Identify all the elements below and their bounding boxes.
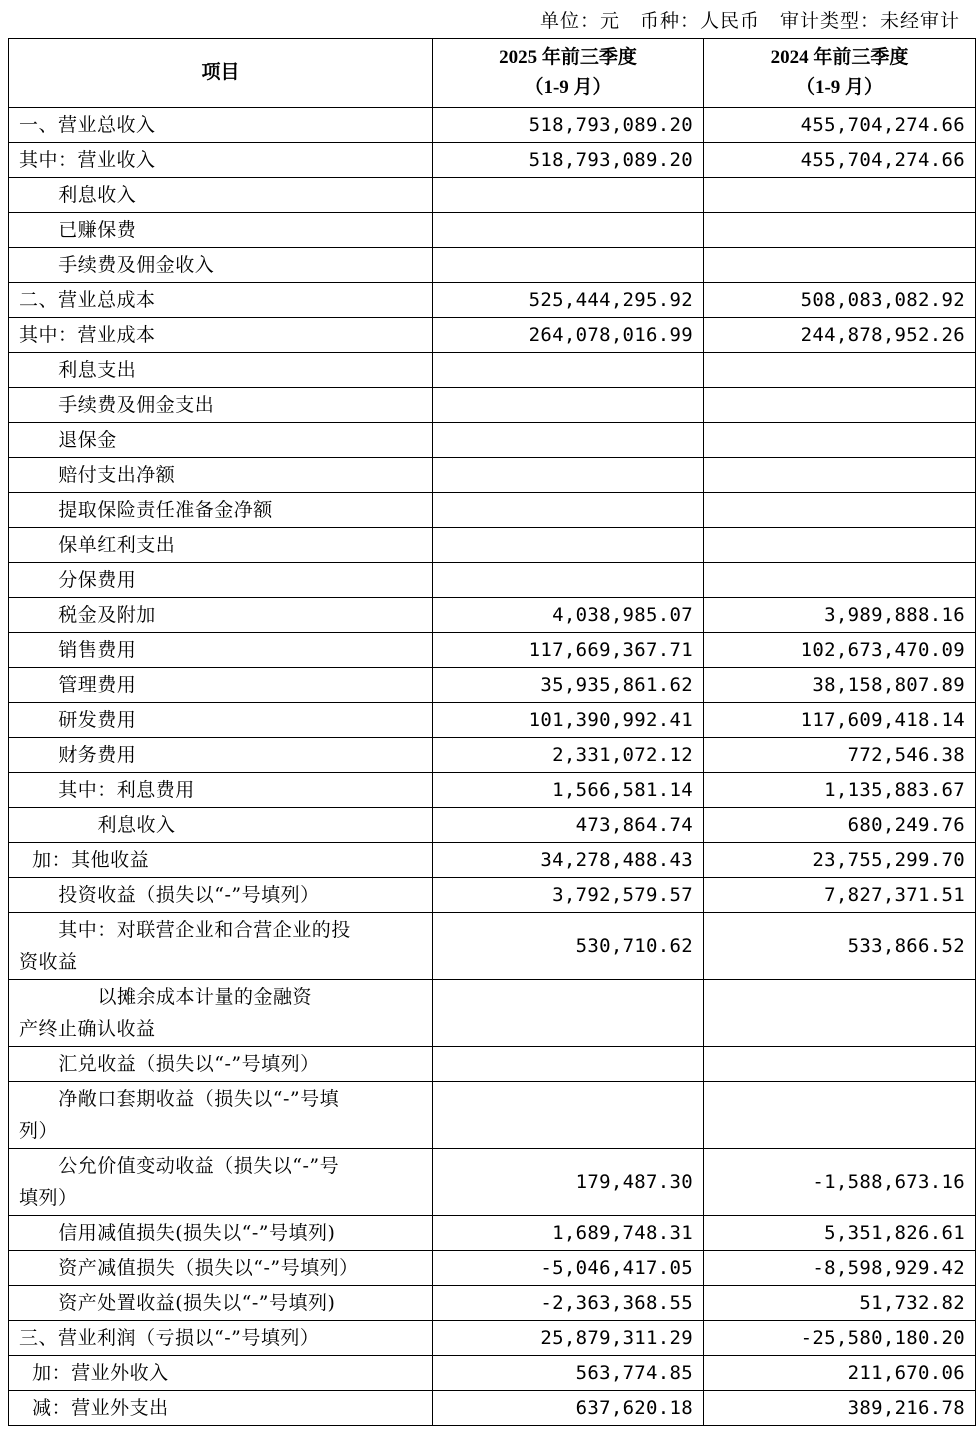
row-item-label: 加：其他收益 — [9, 843, 433, 878]
row-item-label: 已赚保费 — [9, 213, 433, 248]
table-row — [9, 668, 976, 703]
table-row — [9, 1391, 976, 1426]
row-value-2024 — [704, 563, 976, 598]
row-value-2024: 1,135,883.67 — [704, 773, 976, 808]
table-row — [9, 178, 976, 213]
row-value-2025: 530,710.62 — [433, 913, 704, 980]
row-value-2024 — [704, 493, 976, 528]
row-item-label: 资产减值损失（损失以“-”号填列） — [9, 1251, 433, 1286]
row-value-2025 — [433, 563, 704, 598]
row-value-2024 — [704, 528, 976, 563]
table-row — [9, 528, 976, 563]
row-item-label: 其中：营业收入 — [9, 143, 433, 178]
row-value-2025 — [433, 388, 704, 423]
table-row — [9, 283, 976, 318]
row-item-label: 三、营业利润（亏损以“-”号填列） — [9, 1321, 433, 1356]
row-value-2024: 23,755,299.70 — [704, 843, 976, 878]
row-value-2024 — [704, 388, 976, 423]
row-value-2024: 51,732.82 — [704, 1286, 976, 1321]
column-header-2024-period: （1-9 月） — [795, 77, 884, 98]
row-item-label: 以摊余成本计量的金融资 产终止确认收益 — [9, 980, 433, 1047]
row-value-2025: 25,879,311.29 — [433, 1321, 704, 1356]
row-value-2025 — [433, 353, 704, 388]
column-header-2025 — [433, 39, 704, 108]
row-value-2025 — [433, 458, 704, 493]
table-row — [9, 808, 976, 843]
row-item-label: 研发费用 — [9, 703, 433, 738]
row-item-label: 二、营业总成本 — [9, 283, 433, 318]
table-row — [9, 633, 976, 668]
table-row — [9, 353, 976, 388]
row-value-2024: 38,158,807.89 — [704, 668, 976, 703]
table-header-row — [9, 39, 976, 108]
row-value-2025: 2,331,072.12 — [433, 738, 704, 773]
row-item-label: 管理费用 — [9, 668, 433, 703]
table-row — [9, 843, 976, 878]
row-value-2025 — [433, 248, 704, 283]
row-item-label: 保单红利支出 — [9, 528, 433, 563]
row-value-2025: -2,363,368.55 — [433, 1286, 704, 1321]
table-row — [9, 878, 976, 913]
table-row — [9, 1251, 976, 1286]
row-item-label: 税金及附加 — [9, 598, 433, 633]
table-row — [9, 1082, 976, 1149]
row-value-2025 — [433, 178, 704, 213]
row-value-2024 — [704, 1047, 976, 1082]
row-value-2024 — [704, 213, 976, 248]
row-item-label: 退保金 — [9, 423, 433, 458]
row-item-label: 一、营业总收入 — [9, 108, 433, 143]
row-item-label: 公允价值变动收益（损失以“-”号 填列） — [9, 1149, 433, 1216]
row-value-2025: 1,689,748.31 — [433, 1216, 704, 1251]
row-value-2024: 102,673,470.09 — [704, 633, 976, 668]
row-item-label: 财务费用 — [9, 738, 433, 773]
row-value-2025 — [433, 1082, 704, 1149]
row-value-2025 — [433, 423, 704, 458]
row-value-2024: 3,989,888.16 — [704, 598, 976, 633]
row-value-2024 — [704, 178, 976, 213]
table-row — [9, 1286, 976, 1321]
table-row — [9, 703, 976, 738]
row-value-2025: 563,774.85 — [433, 1356, 704, 1391]
row-value-2025: 518,793,089.20 — [433, 143, 704, 178]
income-statement-table — [8, 38, 976, 1426]
row-item-label: 手续费及佣金收入 — [9, 248, 433, 283]
row-value-2024: 7,827,371.51 — [704, 878, 976, 913]
row-value-2024: 508,083,082.92 — [704, 283, 976, 318]
row-value-2025: 518,793,089.20 — [433, 108, 704, 143]
table-row — [9, 423, 976, 458]
row-value-2025: 264,078,016.99 — [433, 318, 704, 353]
row-value-2025 — [433, 528, 704, 563]
row-item-label: 分保费用 — [9, 563, 433, 598]
table-row — [9, 1216, 976, 1251]
table-row — [9, 213, 976, 248]
row-value-2025 — [433, 980, 704, 1047]
row-item-label: 资产处置收益(损失以“-”号填列) — [9, 1286, 433, 1321]
row-item-label: 投资收益（损失以“-”号填列） — [9, 878, 433, 913]
row-value-2024 — [704, 248, 976, 283]
row-value-2024: 5,351,826.61 — [704, 1216, 976, 1251]
table-row — [9, 248, 976, 283]
column-header-item — [9, 39, 433, 108]
column-header-2024 — [704, 39, 976, 108]
row-value-2025: 101,390,992.41 — [433, 703, 704, 738]
row-value-2024: 389,216.78 — [704, 1391, 976, 1426]
table-row — [9, 458, 976, 493]
table-row — [9, 913, 976, 980]
row-value-2024: 244,878,952.26 — [704, 318, 976, 353]
row-item-label: 加：营业外收入 — [9, 1356, 433, 1391]
row-value-2024: -8,598,929.42 — [704, 1251, 976, 1286]
row-item-label: 减：营业外支出 — [9, 1391, 433, 1426]
row-value-2024: -25,580,180.20 — [704, 1321, 976, 1356]
column-header-item-label: 项目 — [201, 62, 240, 83]
table-row — [9, 773, 976, 808]
row-value-2024: 211,670.06 — [704, 1356, 976, 1391]
table-row — [9, 738, 976, 773]
row-item-label: 利息支出 — [9, 353, 433, 388]
row-value-2025: 34,278,488.43 — [433, 843, 704, 878]
row-item-label: 信用减值损失(损失以“-”号填列) — [9, 1216, 433, 1251]
row-item-label: 利息收入 — [9, 808, 433, 843]
row-value-2024: -1,588,673.16 — [704, 1149, 976, 1216]
row-value-2025: 1,566,581.14 — [433, 773, 704, 808]
row-value-2025: 35,935,861.62 — [433, 668, 704, 703]
row-value-2024 — [704, 1082, 976, 1149]
table-row — [9, 563, 976, 598]
table-row — [9, 1149, 976, 1216]
row-value-2024: 455,704,274.66 — [704, 108, 976, 143]
row-value-2024: 117,609,418.14 — [704, 703, 976, 738]
row-value-2025: 4,038,985.07 — [433, 598, 704, 633]
column-header-2025-period: （1-9 月） — [524, 77, 612, 98]
row-value-2024: 455,704,274.66 — [704, 143, 976, 178]
table-row — [9, 493, 976, 528]
row-item-label: 利息收入 — [9, 178, 433, 213]
row-value-2025: -5,046,417.05 — [433, 1251, 704, 1286]
row-value-2024: 772,546.38 — [704, 738, 976, 773]
row-item-label: 其中：营业成本 — [9, 318, 433, 353]
row-item-label: 汇兑收益（损失以“-”号填列） — [9, 1047, 433, 1082]
row-item-label: 提取保险责任准备金净额 — [9, 493, 433, 528]
row-value-2024 — [704, 980, 976, 1047]
row-value-2025 — [433, 493, 704, 528]
unit-currency-audit-line: 单位：元 币种：人民币 审计类型：未经审计 — [539, 10, 960, 32]
column-header-2024-year: 2024 年前三季度 — [770, 47, 909, 68]
row-item-label: 赔付支出净额 — [9, 458, 433, 493]
table-row — [9, 1356, 976, 1391]
column-header-2025-year: 2025 年前三季度 — [499, 47, 637, 68]
table-row — [9, 388, 976, 423]
table-row — [9, 980, 976, 1047]
table-row — [9, 1047, 976, 1082]
row-value-2024 — [704, 458, 976, 493]
table-row — [9, 1321, 976, 1356]
row-value-2025 — [433, 213, 704, 248]
row-value-2025: 117,669,367.71 — [433, 633, 704, 668]
row-value-2025: 3,792,579.57 — [433, 878, 704, 913]
row-value-2025 — [433, 1047, 704, 1082]
row-value-2025: 637,620.18 — [433, 1391, 704, 1426]
row-item-label: 净敞口套期收益（损失以“-”号填 列） — [9, 1082, 433, 1149]
table-row — [9, 318, 976, 353]
row-item-label: 其中：对联营企业和合营企业的投 资收益 — [9, 913, 433, 980]
row-value-2024 — [704, 353, 976, 388]
row-item-label: 其中：利息费用 — [9, 773, 433, 808]
table-row — [9, 108, 976, 143]
row-value-2024: 533,866.52 — [704, 913, 976, 980]
row-item-label: 销售费用 — [9, 633, 433, 668]
row-value-2024 — [704, 423, 976, 458]
row-item-label: 手续费及佣金支出 — [9, 388, 433, 423]
row-value-2025: 179,487.30 — [433, 1149, 704, 1216]
row-value-2025: 525,444,295.92 — [433, 283, 704, 318]
row-value-2024: 680,249.76 — [704, 808, 976, 843]
table-row — [9, 598, 976, 633]
row-value-2025: 473,864.74 — [433, 808, 704, 843]
table-row — [9, 143, 976, 178]
